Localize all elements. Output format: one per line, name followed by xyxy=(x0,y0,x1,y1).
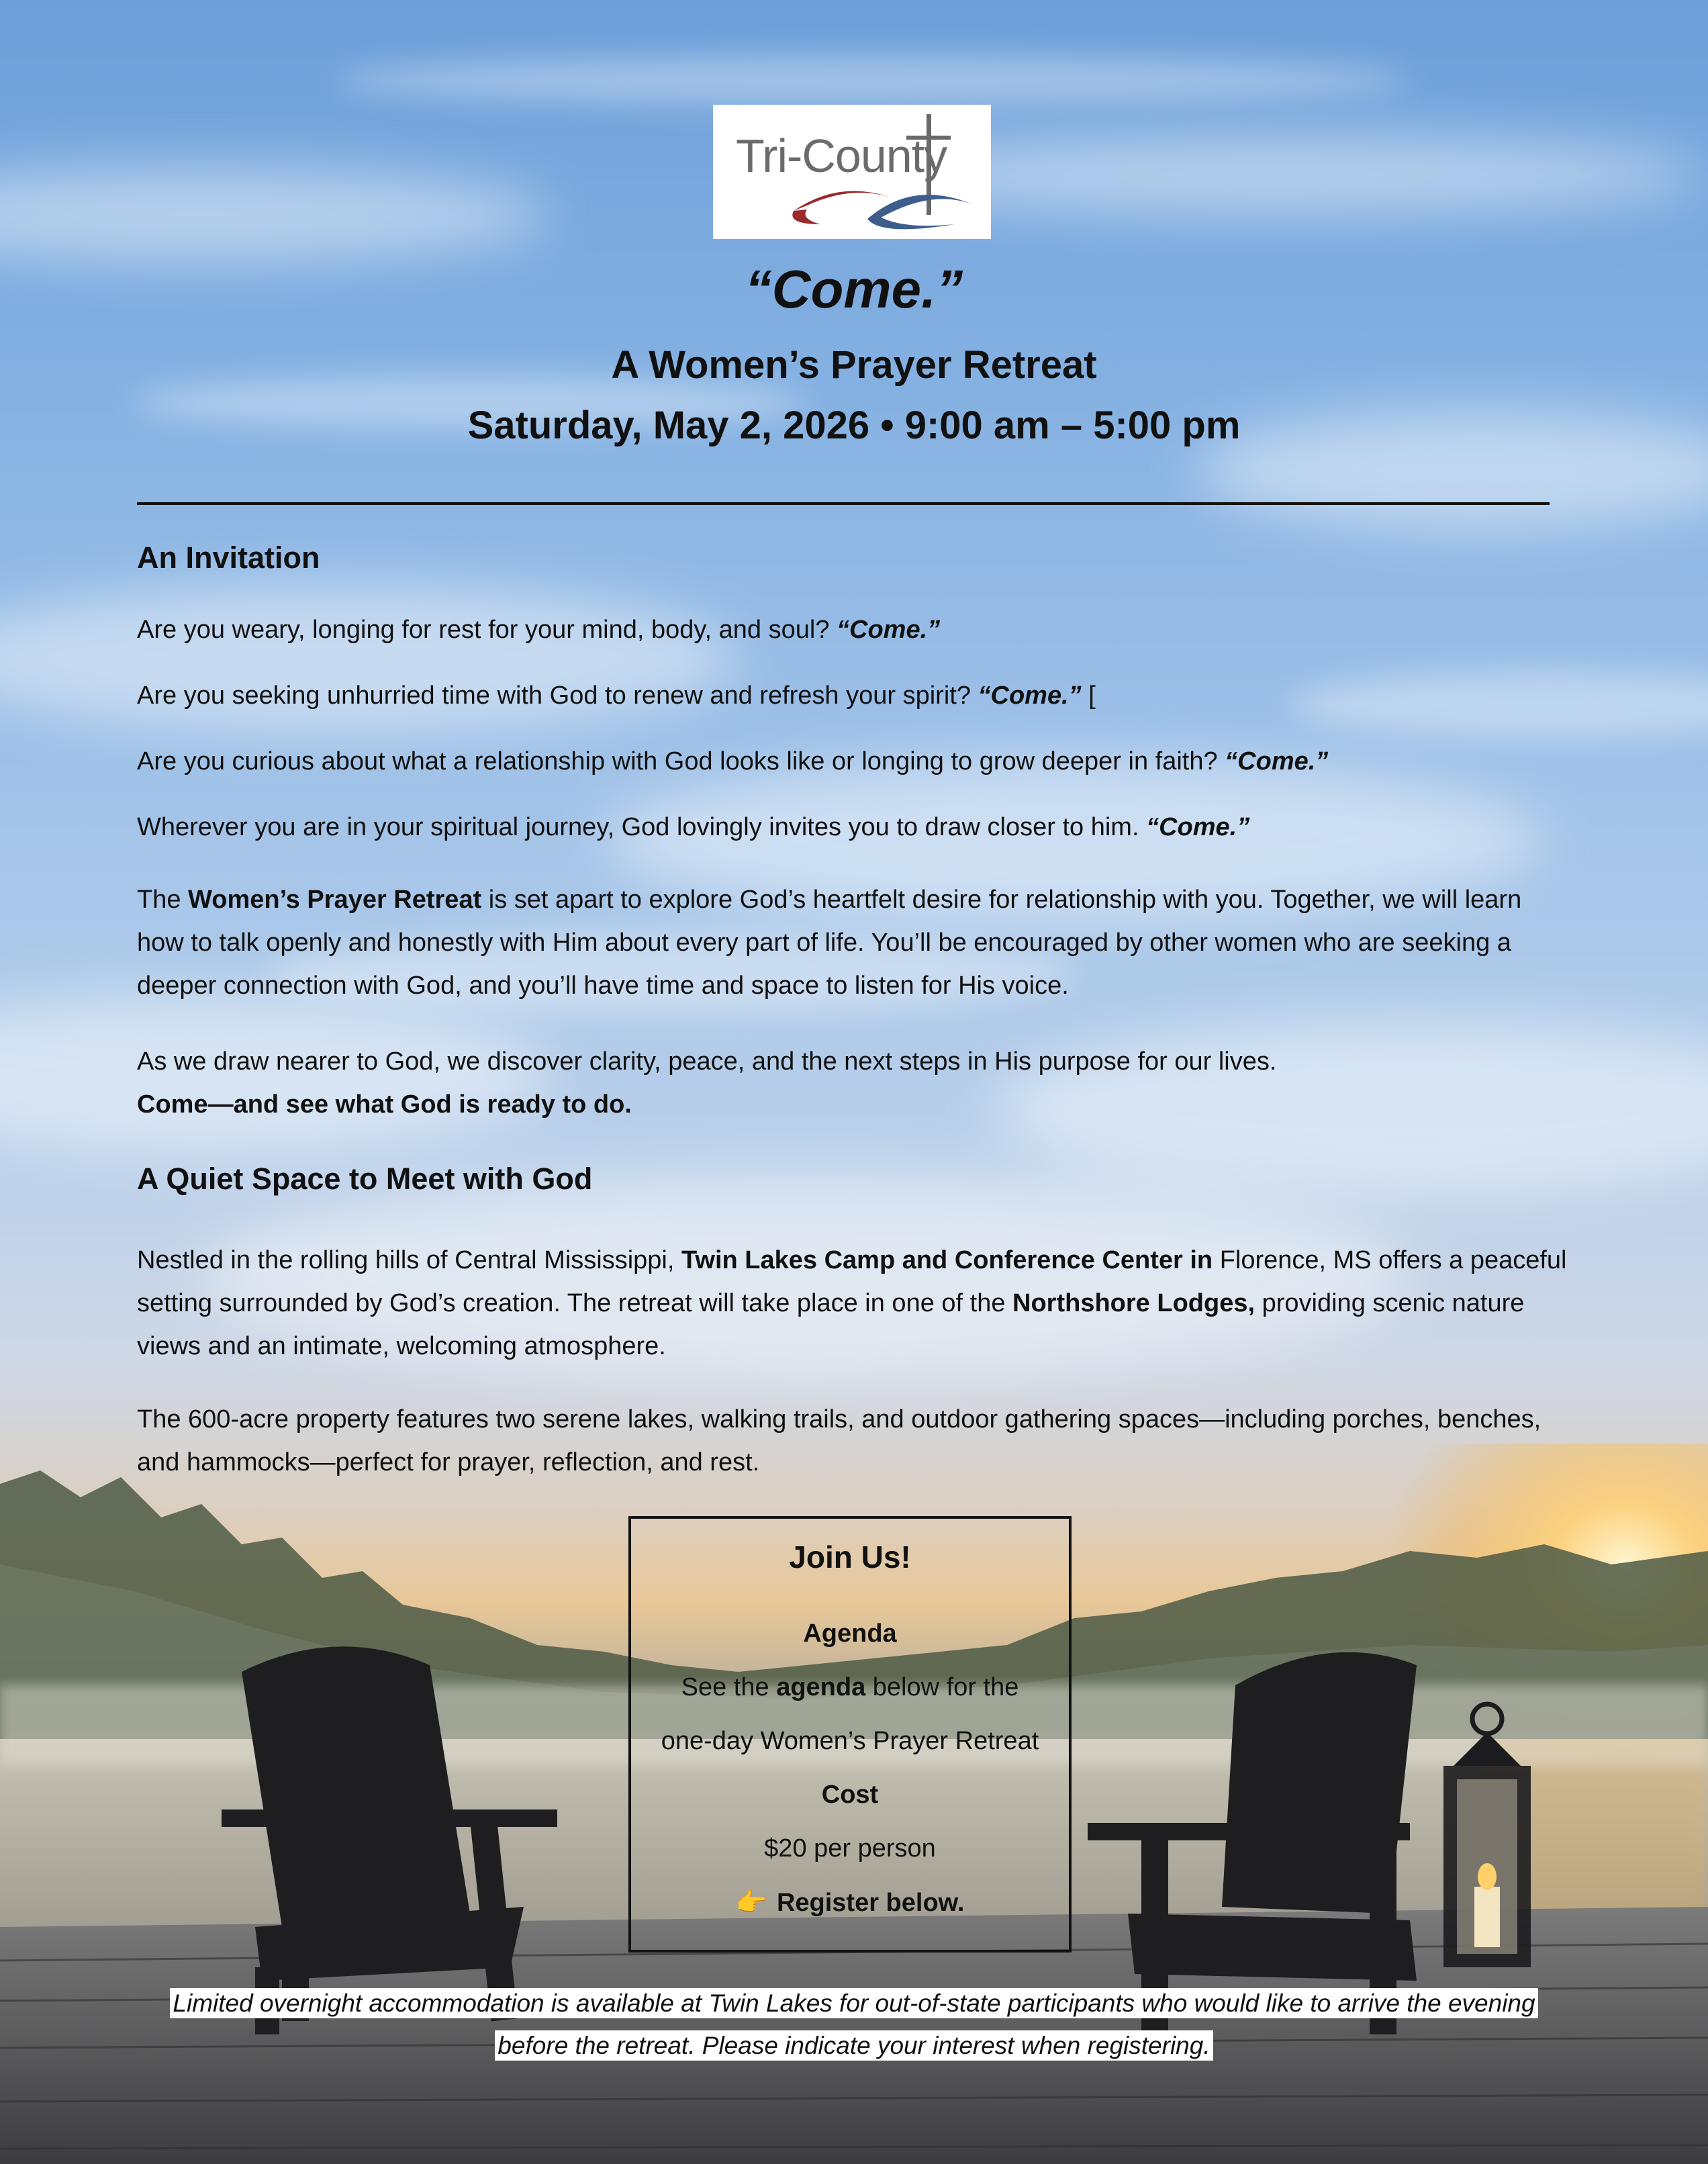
paragraph-body: As we draw nearer to God, we discover clarity, peace, and the next steps in His purpose for our lives. xyxy=(137,1047,1277,1076)
agenda-description-line-2: one-day Women’s Prayer Retreat xyxy=(661,1727,1039,1755)
invitation-statement xyxy=(137,806,1574,849)
retreat-date-time: Saturday, May 2, 2026 • 9:00 am – 5:00 pm xyxy=(467,404,1241,447)
agenda-description xyxy=(631,1673,1069,1702)
accommodation-note-line-1 xyxy=(0,1989,1708,2018)
trailing-bracket: [ xyxy=(1081,681,1096,710)
paragraph-lead: The xyxy=(137,886,189,914)
invitation-question-3 xyxy=(137,740,1574,783)
question-text: Are you seeking unhurried time with God to renew and refresh your spirit? xyxy=(137,681,971,710)
register-prompt[interactable] xyxy=(631,1888,1069,1918)
paragraph-body: is set apart to explore God’s heartfelt desire for relationship with you. Together, we will learn how to talk openly and honestly with Him about every part of life. You’ll be encouraged by other women who are seeking a deeper connection with God, and you’ll have time and space to listen for His voice. xyxy=(137,886,1522,1000)
retreat-title: “Come.” xyxy=(745,259,963,319)
retreat-name-bold: Women’s Prayer Retreat xyxy=(188,886,482,914)
invitation-question-2 xyxy=(137,674,1574,717)
come-emphasis: “Come.” xyxy=(1146,813,1250,841)
invitation-paragraph-1 xyxy=(137,878,1574,1007)
cost-label: Cost xyxy=(821,1781,879,1809)
statement-text: Wherever you are in your spiritual journey, God lovingly invites you to draw closer to him. xyxy=(137,813,1139,841)
come-and-see-bold: Come—and see what God is ready to do. xyxy=(137,1090,632,1119)
venue-name-bold: Twin Lakes Camp and Conference Center in xyxy=(681,1246,1213,1274)
note-text: before the retreat. Please indicate your interest when registering. xyxy=(495,2030,1213,2061)
paragraph-text: Nestled in the rolling hills of Central Mississippi, xyxy=(137,1246,681,1274)
paragraph-text: Florence, MS offers a peaceful setting surrounded by God’s creation. The retreat will take place in one of the xyxy=(137,1246,1567,1317)
invitation-heading: An Invitation xyxy=(137,540,320,575)
question-text: Are you weary, longing for rest for your mind, body, and soul? xyxy=(137,616,830,644)
logo-text: Tri-County xyxy=(736,130,947,182)
agenda-desc-text: below for the xyxy=(865,1673,1019,1701)
invitation-paragraph-2 xyxy=(137,1040,1574,1126)
register-text: Register below. xyxy=(776,1889,965,1917)
cost-value: $20 per person xyxy=(764,1834,936,1863)
invitation-question-1 xyxy=(137,608,1574,651)
agenda-desc-text: See the xyxy=(681,1673,777,1701)
header-divider xyxy=(137,502,1550,505)
come-emphasis: “Come.” xyxy=(837,616,941,644)
note-text: Limited overnight accommodation is available at Twin Lakes for out-of-state participants who would like to arrive the evening xyxy=(170,1988,1537,2018)
join-us-title: Join Us! xyxy=(789,1540,911,1574)
paragraph-text: providing scenic nature views and an intimate, welcoming atmosphere. xyxy=(137,1289,1525,1360)
quiet-space-paragraph-2: The 600-acre property features two serene lakes, walking trails, and outdoor gathering spaces—including porches, benches, and hammocks—perfect for prayer, reflection, and rest. xyxy=(137,1405,1541,1476)
quiet-space-paragraph-1 xyxy=(137,1239,1574,1368)
join-us-box xyxy=(628,1516,1072,1953)
accommodation-note-line-2 xyxy=(0,2032,1708,2060)
retreat-subtitle: A Women’s Prayer Retreat xyxy=(611,343,1097,387)
agenda-label: Agenda xyxy=(803,1619,897,1648)
agenda-link-word[interactable]: agenda xyxy=(776,1673,866,1701)
come-emphasis: “Come.” xyxy=(1225,747,1329,775)
come-emphasis: “Come.” xyxy=(978,681,1082,710)
pointing-hand-icon: 👉 xyxy=(735,1889,767,1917)
tri-county-logo xyxy=(713,105,991,239)
quiet-space-heading: A Quiet Space to Meet with God xyxy=(137,1162,593,1196)
lodge-name-bold: Northshore Lodges, xyxy=(1012,1289,1255,1317)
question-text: Are you curious about what a relationship with God looks like or longing to grow deeper in faith? xyxy=(137,747,1218,775)
